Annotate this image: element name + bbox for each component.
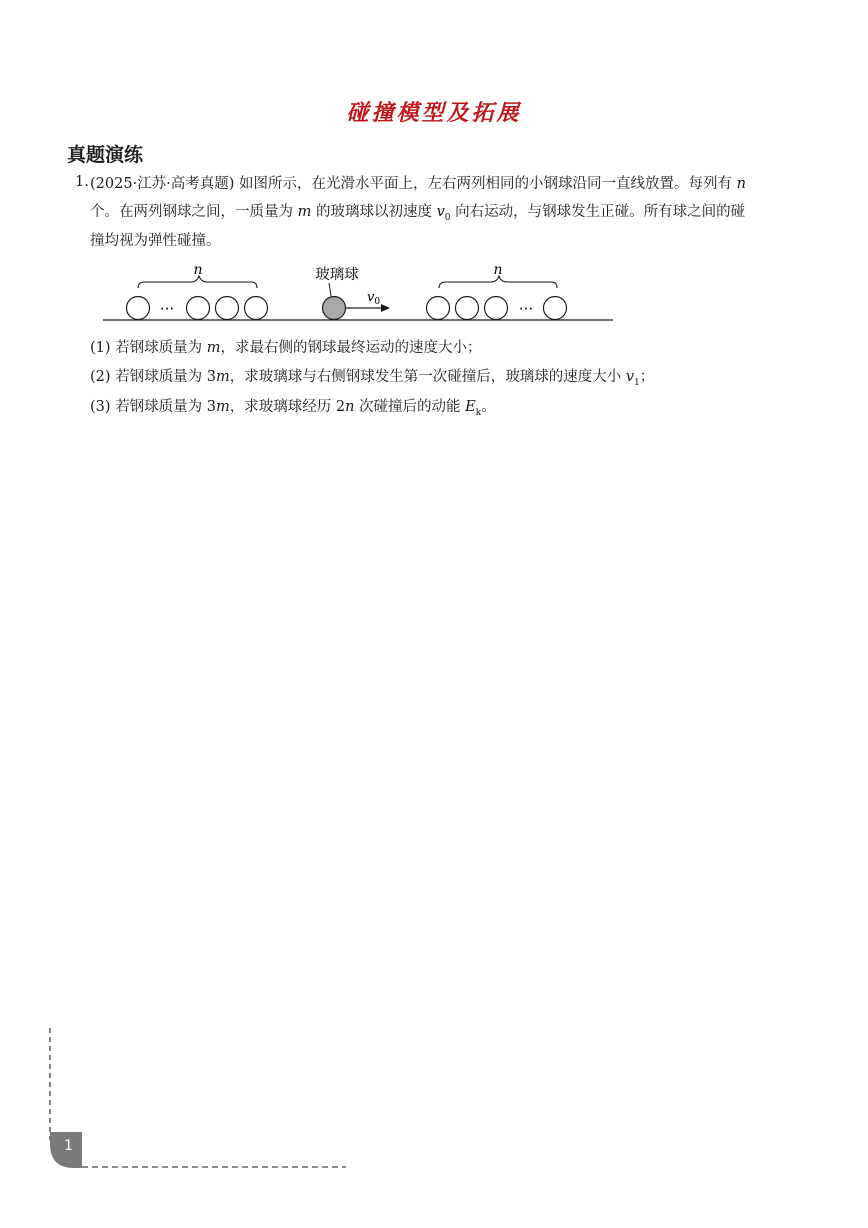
steel-ball bbox=[427, 297, 450, 320]
var-subscript: k bbox=[475, 407, 482, 418]
var-subscript: 0 bbox=[444, 212, 451, 223]
steel-ball bbox=[544, 297, 567, 320]
subquestion-text: (2) 若钢球质量为 3 bbox=[90, 369, 216, 385]
subquestion-3 bbox=[90, 395, 496, 418]
var-m: m bbox=[215, 399, 230, 415]
subquestion-text: ，求玻璃球经历 2 bbox=[229, 399, 346, 415]
page-corner-decoration bbox=[48, 1028, 348, 1228]
velocity-label: $v_0$ bbox=[367, 290, 381, 307]
question-text: 个。在两列钢球之间，一质量为 bbox=[90, 204, 298, 220]
section-heading: 真题演练 bbox=[67, 144, 144, 166]
glass-ball-label: 玻璃球 bbox=[315, 267, 359, 283]
var-e: E bbox=[465, 399, 476, 415]
steel-ball bbox=[127, 297, 150, 320]
subquestion-text: (3) 若钢球质量为 3 bbox=[90, 399, 216, 415]
subquestion-text: 次碰撞后的动能 bbox=[354, 399, 466, 415]
steel-ball bbox=[456, 297, 479, 320]
question-line-1 bbox=[90, 174, 805, 194]
var-n: n bbox=[736, 176, 746, 192]
question-text: (2025·江苏·高考真题) 如图所示，在光滑水平面上，左右两列相同的小钢球沿同一直线放置。每列有 bbox=[90, 176, 737, 192]
right-ellipsis: ··· bbox=[518, 300, 534, 318]
punctuation: 。 bbox=[481, 399, 496, 415]
question-number: 1. bbox=[75, 174, 89, 190]
var-m: m bbox=[206, 340, 221, 356]
collision-figure bbox=[103, 258, 623, 330]
glass-ball bbox=[323, 297, 346, 320]
var-v: v bbox=[625, 369, 635, 385]
punctuation: ； bbox=[639, 369, 655, 385]
page-title: 碰撞模型及拓展 bbox=[346, 100, 522, 126]
left-ellipsis: ··· bbox=[159, 300, 175, 318]
question-line-2 bbox=[90, 202, 805, 228]
left-count-label: n bbox=[193, 262, 203, 278]
question-line-3: 撞均视为弹性碰撞。 bbox=[90, 233, 221, 249]
steel-ball bbox=[187, 297, 210, 320]
subquestion-text: ，求玻璃球与右侧钢球发生第一次碰撞后，玻璃球的速度大小 bbox=[229, 369, 626, 385]
label-leader-line bbox=[329, 283, 331, 296]
steel-ball bbox=[245, 297, 268, 320]
question-text: 的玻璃球以初速度 bbox=[311, 204, 437, 220]
var-m: m bbox=[297, 204, 312, 220]
arrow-head bbox=[381, 304, 390, 312]
var-n: n bbox=[345, 399, 355, 415]
steel-ball bbox=[216, 297, 239, 320]
page-number: 1 bbox=[64, 1138, 73, 1154]
question-text: 向右运动，与钢球发生正碰。所有球之间的碰 bbox=[450, 204, 746, 220]
right-count-label: n bbox=[493, 262, 503, 278]
subquestion-1 bbox=[90, 336, 482, 357]
subquestion-2 bbox=[90, 365, 654, 388]
var-v: v bbox=[436, 204, 445, 220]
steel-ball bbox=[485, 297, 508, 320]
subquestion-text: ，求最右侧的钢球最终运动的速度大小； bbox=[220, 340, 482, 356]
subquestion-text: (1) 若钢球质量为 bbox=[90, 340, 207, 356]
var-m: m bbox=[215, 369, 230, 385]
var-subscript: 1 bbox=[634, 377, 640, 388]
